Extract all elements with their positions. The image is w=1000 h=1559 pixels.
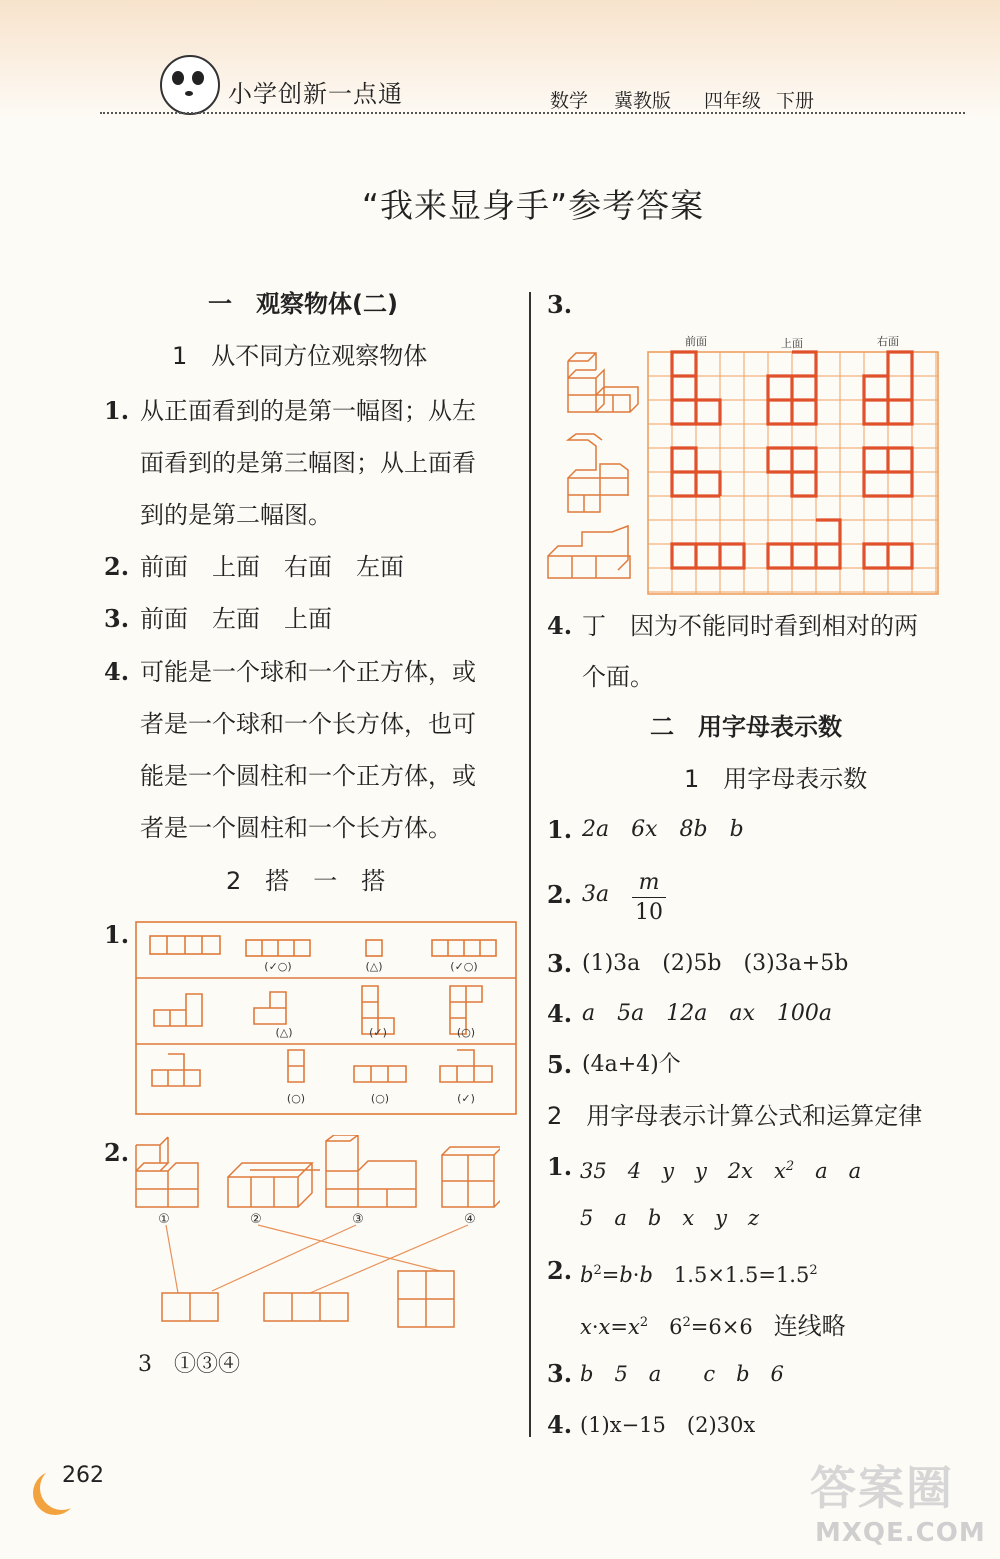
mark-label: (△) [365, 960, 383, 973]
mark-label: (✓) [369, 1026, 387, 1039]
question-number: 3. [547, 290, 573, 319]
mark-label: (✓) [457, 1092, 475, 1105]
lesson-heading: 1 用字母表示数 [684, 765, 868, 793]
book-brand: 小学创新一点通 [228, 80, 403, 108]
answer-line: 个面。 [582, 663, 654, 691]
mark-label: (✓○) [450, 960, 478, 973]
question-number: 2. [104, 552, 130, 581]
mark-label: (✓○) [264, 960, 292, 973]
page-title: “我来显身手”参考答案 [361, 186, 705, 225]
grid-label: 上面 [781, 337, 803, 350]
answer-line: (1)3a (2)5b (3)3a+5b [582, 951, 849, 976]
lesson-heading: 2 用字母表示计算公式和运算定律 [547, 1102, 923, 1130]
answer-line: 35 4 y y 2x $x^2$ a a [580, 1159, 862, 1183]
question-number: 2. [104, 1138, 130, 1167]
shape-label: ④ [464, 1212, 476, 1227]
header-band [0, 0, 1000, 120]
answer-line: 3a [582, 882, 610, 907]
question-number: 4. [547, 1410, 573, 1439]
mark-label: (○) [456, 1026, 476, 1039]
question-number: 3. [547, 1359, 573, 1388]
grid-label: 右面 [877, 335, 899, 348]
fraction-denominator: 10 [635, 900, 663, 925]
question-number: 4. [547, 999, 573, 1028]
question-number: 4. [104, 657, 130, 686]
fraction-numerator: m [638, 870, 660, 895]
subject: 数学 [550, 90, 589, 112]
panda-logo-icon [160, 55, 220, 115]
question-number: 3. [547, 949, 573, 978]
watermark-url: MXQE.COM [815, 1518, 986, 1548]
answer-line: 能是一个圆柱和一个正方体，或 [140, 762, 476, 790]
question-number: 3. [104, 604, 130, 633]
fraction [632, 870, 666, 925]
grade: 四年级 [704, 90, 762, 112]
column-divider [529, 292, 531, 1437]
block-matching-figure [130, 1135, 500, 1335]
answer-line: 前面 上面 右面 左面 [140, 553, 404, 581]
answer-line: 2a 6x 8b b [582, 817, 744, 842]
unit-heading: 二 用字母表示数 [650, 713, 842, 741]
answer-line: 者是一个球和一个长方体，也可 [140, 710, 476, 738]
answer-line: a 5a 12a ax 100a [582, 1001, 832, 1026]
shape-label: ① [158, 1212, 170, 1227]
question-number: 1. [547, 1152, 573, 1181]
mark-label: (○) [286, 1092, 306, 1105]
question-number: 2. [547, 880, 573, 909]
lesson-heading: 1 从不同方位观察物体 [172, 342, 428, 370]
answer-line: $x\cdot x=x^2$ $6^2=6\times 6$ 连线略 [580, 1312, 846, 1340]
lesson-heading: 2 搭 一 搭 [226, 867, 386, 895]
header-divider [100, 112, 965, 114]
answer-line: 3 ①③④ [138, 1352, 240, 1377]
grid-views-figure [542, 330, 942, 598]
question-number: 4. [547, 611, 573, 640]
answer-line: 面看到的是第三幅图；从上面看 [140, 449, 476, 477]
answer-line: (1)x−15 (2)30x [580, 1413, 756, 1437]
block-views-table [134, 920, 518, 1116]
unit-heading: 一 观察物体(二) [208, 290, 398, 318]
question-number: 1. [104, 396, 130, 425]
question-number: 1. [547, 815, 573, 844]
shape-label: ② [250, 1212, 262, 1227]
mark-label: (△) [275, 1026, 293, 1039]
shape-label: ③ [352, 1212, 364, 1227]
answer-line: 前面 左面 上面 [140, 605, 332, 633]
watermark-logo: 答案圈 [810, 1461, 954, 1515]
question-number: 5. [547, 1050, 573, 1079]
answer-line: b 5 a c b 6 [580, 1362, 784, 1386]
answer-line: 丁 因为不能同时看到相对的两 [582, 612, 918, 640]
grid-label: 前面 [685, 335, 707, 348]
question-number: 1. [104, 920, 130, 949]
answer-line: (4a+4)个 [582, 1052, 681, 1077]
answer-line: 从正面看到的是第一幅图；从左 [140, 397, 476, 425]
question-number: 2. [547, 1256, 573, 1285]
answer-line: $b^2=b\cdot b$ $1.5\times 1.5=1.5^2$ [580, 1263, 818, 1287]
answer-line: 者是一个圆柱和一个长方体。 [140, 814, 452, 842]
mark-label: (○) [370, 1092, 390, 1105]
volume: 下册 [776, 90, 815, 112]
answer-line: 可能是一个球和一个正方体，或 [140, 658, 476, 686]
answer-line: 5 a b x y z [580, 1206, 760, 1230]
answer-tail: 连线略 [773, 1312, 846, 1340]
answer-line: 到的是第二幅图。 [140, 501, 332, 529]
page-number: 262 [62, 1463, 104, 1488]
edition: 冀教版 [614, 90, 672, 112]
